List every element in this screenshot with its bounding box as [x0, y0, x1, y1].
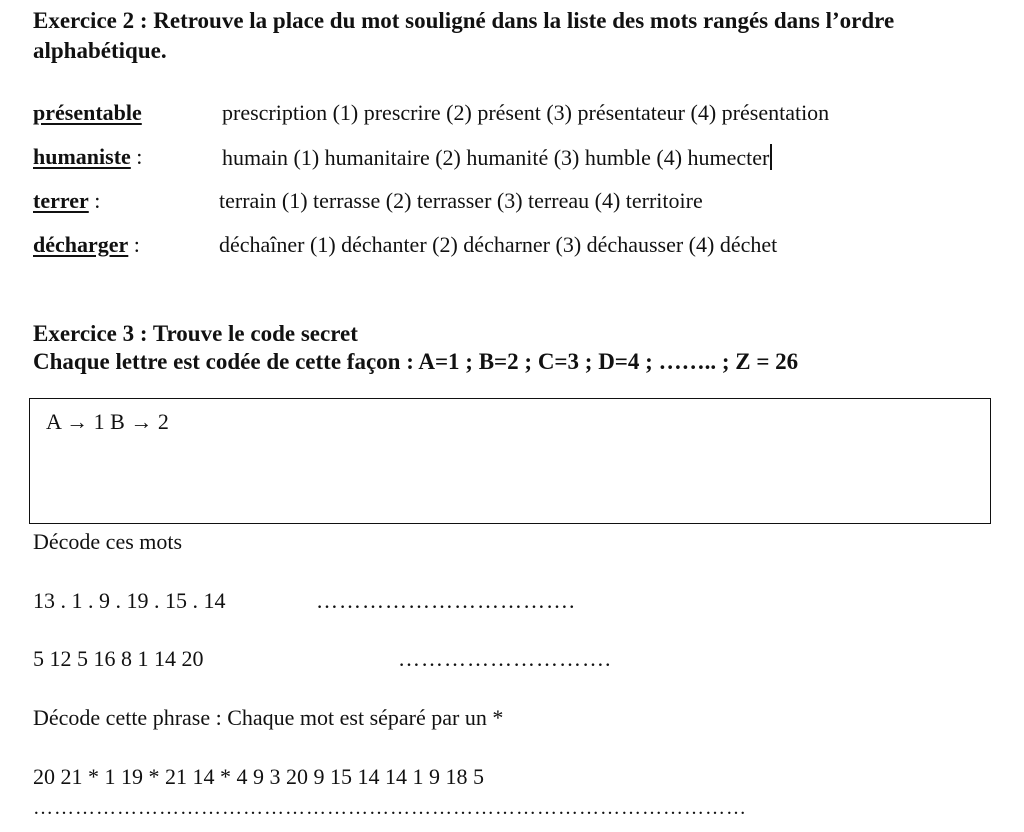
word-list: prescription (1) prescrire (2) présent (3) présentateur (4) présentation [222, 100, 830, 125]
word-list-row [222, 144, 772, 171]
code-answer-box[interactable] [29, 398, 991, 524]
decode-words-label: Décode ces mots [33, 529, 183, 554]
keyword-terrer: terrer [33, 188, 89, 213]
exercise2-title-line1: Exercice 2 : Retrouve la place du mot souligné dans la liste des mots rangés dans l’ordre [33, 8, 895, 33]
word2-code: 5 12 5 16 8 1 14 20 [33, 646, 204, 671]
text-cursor [770, 144, 772, 170]
exercise2-title-line2: alphabétique. [33, 38, 167, 63]
word2-answer-blank[interactable]: ………………………. [398, 646, 612, 671]
keyword-suffix: : [128, 232, 140, 257]
exercise3-title: Exercice 3 : Trouve le code secret [33, 321, 358, 346]
keyword-presentable: présentable [33, 100, 142, 125]
row-keyword [33, 232, 140, 258]
keyword-suffix: : [88, 188, 101, 213]
word-list: déchaîner (1) déchanter (2) décharner (3) déchausser (4) déchet [219, 232, 778, 257]
keyword-humaniste: humaniste [33, 144, 131, 169]
word1-code: 13 . 1 . 9 . 19 . 15 . 14 [33, 588, 226, 613]
keyword-decharger: décharger [33, 232, 129, 257]
keyword-suffix: : [130, 144, 143, 169]
box-example: A → 1 B → 2 [46, 409, 169, 434]
decode-phrase-label [33, 705, 503, 731]
row-keyword [33, 100, 142, 126]
word1-answer-blank[interactable]: ……………………………. [316, 588, 576, 613]
phrase-code: 20 21 * 1 19 * 21 14 * 4 9 3 20 9 15 14 14 1 9 18 5 [33, 764, 484, 789]
row-keyword [33, 144, 142, 170]
word-list: terrain (1) terrasse (2) terrasser (3) terreau (4) territoire [219, 188, 703, 213]
phrase-answer-blank[interactable]: ………………………………………………………………………………………… [33, 797, 747, 819]
decode-phrase-text: Décode cette phrase : Chaque mot est séparé par un * [33, 705, 504, 730]
exercise3-rule: Chaque lettre est codée de cette façon : A=1 ; B=2 ; C=3 ; D=4 ; …….. ; Z = 26 [33, 349, 799, 374]
row-keyword [33, 188, 100, 214]
word-list: humain (1) humanitaire (2) humanité (3) humble (4) humecter [222, 145, 770, 170]
